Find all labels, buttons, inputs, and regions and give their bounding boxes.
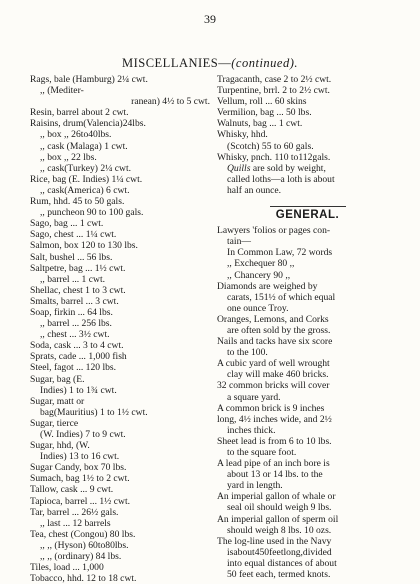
- general-note-line: about 13 or 14 lbs. to the: [227, 469, 323, 481]
- catalog-entry: Sugar, bag (E.: [30, 373, 85, 385]
- catalog-entry: Soap, firkin ... 64 lbs.: [30, 306, 113, 318]
- general-note-line: Nails and tacks have six score: [217, 336, 333, 348]
- general-note-line: tain—: [227, 236, 251, 248]
- general-note-line: In Common Law, 72 words: [227, 247, 333, 259]
- catalog-entry: ,, ,, (Hyson) 60to80lbs.: [40, 539, 129, 551]
- general-note-line: 32 common bricks will cover: [217, 380, 330, 392]
- general-note-line: A cubic yard of well wrought: [217, 358, 330, 370]
- general-note-line: to the square foot.: [227, 447, 297, 458]
- left-column: [30, 74, 210, 584]
- catalog-entry: ,, box ,, 22 lbs.: [40, 151, 97, 163]
- catalog-entry: ranean) 4½ to 5 cwt.: [131, 96, 210, 108]
- general-note-line: ,, Chancery 90 ,,: [227, 269, 291, 281]
- catalog-entry: Tallow, cask ... 9 cwt.: [30, 484, 114, 496]
- general-note-line: yard in length.: [227, 480, 283, 492]
- catalog-entry: (W. Indies) 7 to 9 cwt.: [40, 429, 126, 440]
- catalog-entry: Vellum, roll ... 60 skins: [217, 96, 307, 108]
- catalog-entry: ,, ,, (ordinary) 84 lbs.: [40, 551, 122, 563]
- general-note-line: inches thick.: [227, 424, 276, 436]
- general-note-line: one ounce Troy.: [227, 302, 289, 314]
- catalog-entry: Rum, hhd. 45 to 50 gals.: [30, 196, 125, 208]
- catalog-entry: Saltpetre, bag ... 1½ cwt.: [30, 262, 126, 274]
- catalog-entry: ,, barrel ... 1 cwt.: [40, 273, 106, 285]
- general-note-line: An imperial gallon of sperm oil: [217, 513, 339, 525]
- catalog-entry: ,, cask (Malaga) 1 cwt.: [40, 140, 128, 152]
- catalog-entry: Tar, barrel ... 26½ gals.: [30, 506, 119, 518]
- general-note-line: Lawyers 'folios or pages con-: [217, 225, 331, 237]
- catalog-entry: Whisky, pnch. 110 to112gals.: [217, 151, 331, 163]
- catalog-entry: Tobacco, hhd. 12 to 18 cwt.: [30, 573, 137, 584]
- general-notes: [217, 225, 398, 580]
- catalog-entry: Smalts, barrel ... 3 cwt.: [30, 295, 119, 307]
- catalog-entry: Salmon, box 120 to 130 lbs.: [30, 240, 138, 252]
- page-number: 39: [204, 12, 216, 26]
- catalog-entry: Salt, bushel ... 56 lbs.: [30, 251, 113, 263]
- catalog-entry: Shellac, chest 1 to 3 cwt.: [30, 284, 126, 296]
- general-note-line: A common brick is 9 inches: [217, 402, 325, 414]
- quills-note-line: half an ounce.: [227, 184, 282, 196]
- general-note-line: a square yard.: [227, 391, 281, 403]
- catalog-entry: Tea, chest (Congou) 80 lbs.: [30, 528, 136, 540]
- general-note-line: into equal distances of about: [227, 557, 337, 569]
- catalog-entry: Sugar, matt or: [30, 395, 85, 407]
- general-note-line: Sheet lead is from 6 to 10 lbs.: [217, 435, 332, 447]
- catalog-entry: ,, chest ... 3½ cwt.: [40, 329, 110, 341]
- general-note-line: A lead pipe of an inch bore is: [217, 458, 330, 470]
- section-title: [0, 56, 420, 71]
- quills-note-tail: [217, 174, 398, 196]
- general-note-line: long, 4½ inches wide, and 2½: [217, 413, 332, 425]
- catalog-entry: Rags, bale (Hamburg) 2¼ cwt.: [30, 74, 148, 85]
- catalog-entry: Sugar, hhd, (W.: [30, 440, 90, 452]
- catalog-entry: Steel, fagot ... 120 lbs.: [30, 362, 117, 374]
- general-note-line: seal oil should weigh 9 lbs.: [227, 502, 332, 514]
- catalog-entry: Tiles, load ... 1,000: [30, 562, 104, 574]
- general-note-line: to the 100.: [227, 347, 268, 359]
- catalog-entry: Rice, bag (E. Indies) 1¼ cwt.: [30, 173, 143, 185]
- general-note-line: clay will make 460 bricks.: [227, 369, 329, 381]
- section-title-continued: (continued).: [231, 56, 299, 70]
- right-column-entries: [217, 74, 398, 163]
- catalog-entry: Sugar Candy, box 70 lbs.: [30, 462, 127, 474]
- right-column: [217, 74, 398, 580]
- general-note-line: are often sold by the gross.: [227, 324, 331, 336]
- general-note-line: An imperial gallon of whale or: [217, 491, 336, 503]
- catalog-entry: Soda, cask ... 3 to 4 cwt.: [30, 340, 124, 352]
- general-note-line: should weigh 8 lbs. 10 ozs.: [227, 524, 332, 536]
- catalog-entry: ,, last ... 12 barrels: [40, 517, 111, 529]
- catalog-entry: ,, (Mediter-: [40, 85, 84, 97]
- general-note-line: Oranges, Lemons, and Corks: [217, 313, 329, 325]
- catalog-entry: Tapioca, barrel ... 1½ cwt.: [30, 495, 131, 507]
- catalog-entry: Sugar, tierce: [30, 417, 79, 429]
- catalog-entry: ,, puncheon 90 to 100 gals.: [40, 207, 144, 219]
- general-note-line: isabout450feetlong,divided: [227, 546, 332, 558]
- general-note-line: carats, 151½ of which equal: [227, 291, 336, 303]
- catalog-entry: Indies) 13 to 16 cwt.: [40, 451, 120, 463]
- catalog-entry: Resin, barrel about 2 cwt.: [30, 107, 129, 119]
- general-note-line: Diamonds are weighed by: [217, 280, 318, 292]
- catalog-entry: Tragacanth, case 2 to 2½ cwt.: [217, 74, 332, 85]
- general-note-line: The log-line used in the Navy: [217, 535, 332, 547]
- catalog-entry: ,, cask(Turkey) 2¼ cwt.: [40, 162, 132, 174]
- general-note-line: 50 feet each, termed knots.: [227, 569, 331, 581]
- section-title-main: MISCELLANIES—: [121, 56, 232, 70]
- quills-note-line: called loths—a loth is about: [227, 173, 335, 185]
- general-note-line: ,, Exchequer 80 ,,: [227, 258, 295, 270]
- catalog-entry: bag(Mauritius) 1 to 1½ cwt.: [40, 406, 148, 418]
- catalog-entry: Whisky, hhd.: [217, 129, 268, 141]
- quills-note-rest: are sold by weight,: [250, 162, 326, 174]
- section-gap: [217, 196, 398, 206]
- catalog-entry: Vermilion, bag ... 50 lbs.: [217, 107, 312, 119]
- general-heading: GENERAL.: [275, 209, 340, 222]
- catalog-entry: Walnuts, bag ... 1 cwt.: [217, 118, 303, 130]
- catalog-entry: Raisins, drum(Valencia)24lbs.: [30, 118, 146, 130]
- quills-word: Quills: [227, 162, 251, 174]
- catalog-entry: Sumach, bag 1½ to 2 cwt.: [30, 473, 130, 485]
- catalog-entry: ,, cask(America) 6 cwt.: [40, 184, 130, 196]
- quills-note-line: [217, 163, 398, 174]
- catalog-entry: Sago, chest ... 1¼ cwt.: [30, 229, 117, 241]
- catalog-entry: ,, box ,, 26to40lbs.: [40, 129, 112, 141]
- catalog-entry: ,, barrel ... 256 lbs.: [40, 318, 112, 330]
- catalog-entry: (Scotch) 55 to 60 gals.: [227, 140, 314, 152]
- catalog-entry: Sago, bag ... 1 cwt.: [30, 218, 104, 230]
- catalog-entry: Indies) 1 to 1¾ cwt.: [40, 384, 117, 396]
- catalog-entry: Turpentine, brrl. 2 to 2½ cwt.: [217, 85, 330, 97]
- catalog-entry: Sprats, cade ... 1,000 fish: [30, 351, 127, 363]
